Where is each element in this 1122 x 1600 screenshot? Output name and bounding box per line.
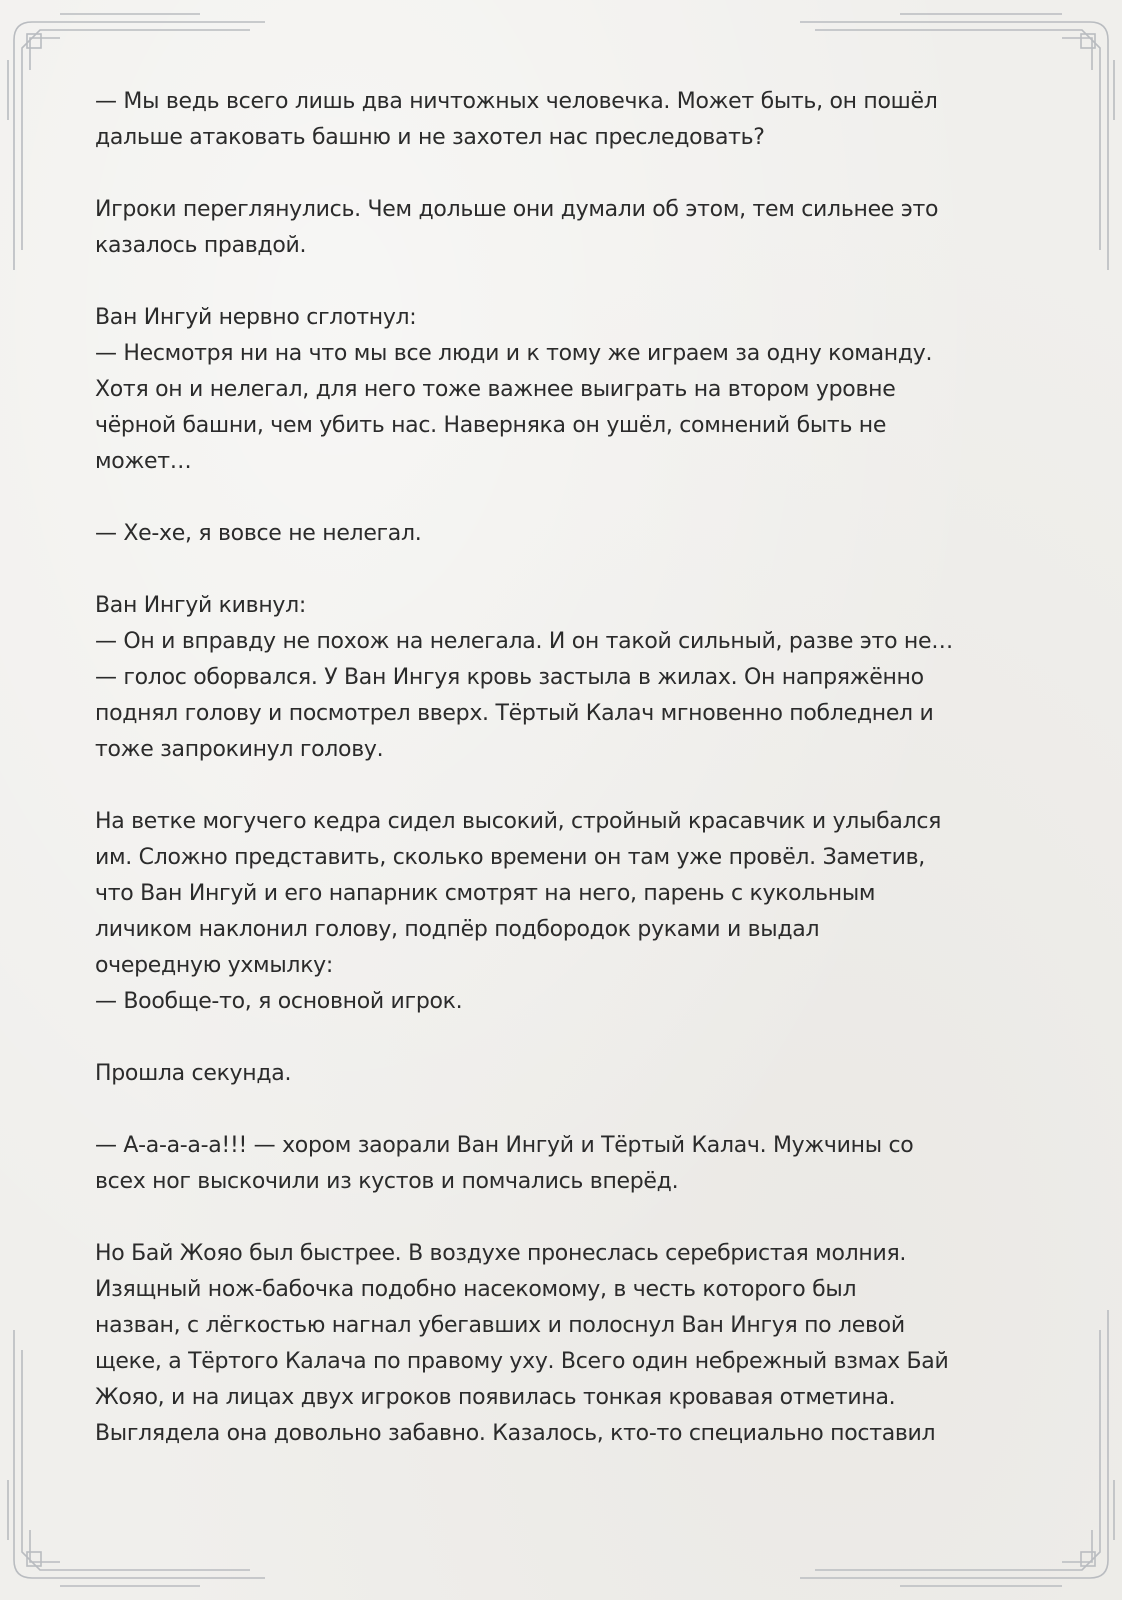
text-line: щеке, а Тёртого Калача по правому уху. Всего один небрежный взмах Бай bbox=[95, 1349, 949, 1374]
text-line: назван, с лёгкостью нагнал убегавших и полоснул Ван Ингуя по левой bbox=[95, 1313, 905, 1338]
text-line: Но Бай Жояо был быстрее. В воздухе пронеслась серебристая молния. bbox=[95, 1241, 907, 1266]
text-line: дальше атаковать башню и не захотел нас преследовать? bbox=[95, 125, 765, 150]
text-line: тоже запрокинул голову. bbox=[95, 737, 384, 762]
text-line: — Несмотря ни на что мы все люди и к тому же играем за одну команду. bbox=[95, 341, 933, 366]
text-line: — Хе-хе, я вовсе не нелегал. bbox=[95, 521, 422, 546]
text-line: — Вообще-то, я основной игрок. bbox=[95, 989, 463, 1014]
paragraph bbox=[95, 1056, 1035, 1092]
text-line: что Ван Ингуй и его напарник смотрят на него, парень с кукольным bbox=[95, 881, 876, 906]
text-line: Игроки переглянулись. Чем дольше они думали об этом, тем сильнее это bbox=[95, 197, 939, 222]
text-line: всех ног выскочили из кустов и помчались вперёд. bbox=[95, 1169, 679, 1194]
document-body bbox=[95, 84, 1035, 1488]
text-line: Выглядела она довольно забавно. Казалось, кто-то специально поставил bbox=[95, 1421, 936, 1446]
paragraph bbox=[95, 588, 1035, 768]
paragraph bbox=[95, 84, 1035, 156]
paragraph bbox=[95, 516, 1035, 552]
text-line: Жояо, и на лицах двух игроков появилась тонкая кровавая отметина. bbox=[95, 1385, 896, 1410]
text-line: Ван Ингуй нервно сглотнул: bbox=[95, 305, 417, 330]
text-line: чёрной башни, чем убить нас. Наверняка он ушёл, сомнений быть не bbox=[95, 413, 887, 438]
text-line: На ветке могучего кедра сидел высокий, стройный красавчик и улыбался bbox=[95, 809, 942, 834]
paragraph bbox=[95, 1128, 1035, 1200]
text-line: — Мы ведь всего лишь два ничтожных человечка. Может быть, он пошёл bbox=[95, 89, 938, 114]
text-line: очередную ухмылку: bbox=[95, 953, 334, 978]
text-line: казалось правдой. bbox=[95, 233, 307, 258]
text-line: — А-а-а-а-а!!! — хором заорали Ван Ингуй и Тёртый Калач. Мужчины со bbox=[95, 1133, 914, 1158]
paragraph bbox=[95, 1236, 1035, 1452]
paragraph bbox=[95, 192, 1035, 264]
text-line: поднял голову и посмотрел вверх. Тёртый Калач мгновенно побледнел и bbox=[95, 701, 934, 726]
text-line: им. Сложно представить, сколько времени он там уже провёл. Заметив, bbox=[95, 845, 925, 870]
paragraph bbox=[95, 300, 1035, 480]
text-line: Хотя он и нелегал, для него тоже важнее выиграть на втором уровне bbox=[95, 377, 896, 402]
text-line: может… bbox=[95, 449, 192, 474]
text-line: Ван Ингуй кивнул: bbox=[95, 593, 306, 618]
text-line: Изящный нож-бабочка подобно насекомому, в честь которого был bbox=[95, 1277, 857, 1302]
text-line: личиком наклонил голову, подпёр подбородок руками и выдал bbox=[95, 917, 820, 942]
text-line: — Он и вправду не похож на нелегала. И он такой сильный, разве это не… bbox=[95, 629, 953, 654]
text-line: — голос оборвался. У Ван Ингуя кровь застыла в жилах. Он напряжённо bbox=[95, 665, 924, 690]
paragraph bbox=[95, 804, 1035, 1020]
text-line: Прошла секунда. bbox=[95, 1061, 292, 1086]
